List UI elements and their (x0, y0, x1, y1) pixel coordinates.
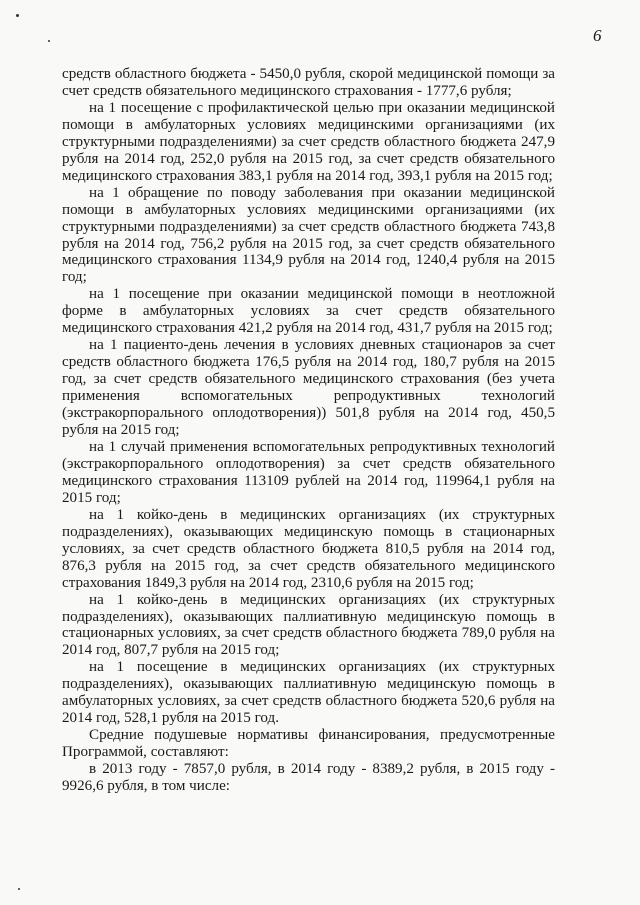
paragraph: на 1 посещение с профилактической целью при оказании медицинской помощи в амбулаторных условиях медицинскими организациями (их структурными подразделениями) за счет средств областного бюджета 247,9 рубля на 2014 год, 252,0 рубля на 2015 год, за счет средств обязательного медицинского страхования 383,1 рубля на 2014 год, 393,1 рубля на 2015 год; (62, 99, 555, 184)
paragraph: Средние подушевые нормативы финансирования, предусмотренные Программой, составляют: (62, 727, 555, 761)
document-body (62, 66, 555, 795)
paragraph: в 2013 году - 7857,0 рубля, в 2014 году - 8389,2 рубля, в 2015 году - 9926,6 рубля, в том числе: (62, 761, 555, 795)
scan-speck (16, 14, 19, 17)
paragraph: на 1 посещение при оказании медицинской помощи в неотложной форме в амбулаторных условиях за счет средств обязательного медицинского страхования 421,2 рубля на 2014 год, 431,7 рубля на 2015 год; (62, 286, 555, 337)
paragraph: на 1 случай применения вспомогательных репродуктивных технологий (экстракорпорального оплодотворения) за счет средств обязательного медицинского страхования 113109 рублей на 2014 год, 119964,1 рубля на 2015 год; (62, 438, 555, 506)
paragraph: средств областного бюджета - 5450,0 рубля, скорой медицинской помощи за счет средств обязательного медицинского страхования - 1777,6 рубля; (62, 66, 555, 99)
paragraph: на 1 койко-день в медицинских организациях (их структурных подразделениях), оказывающих медицинскую помощь в стационарных условиях, за счет средств областного бюджета 810,5 рубля на 2014 год, 876,3 рубля на 2015 год, за счет средств обязательного медицинского страхования 1849,3 рубля на 2014 год, 2310,6 рубля на 2015 год; (62, 506, 555, 591)
paragraph: на 1 койко-день в медицинских организациях (их структурных подразделениях), оказывающих паллиативную медицинскую помощь в стационарных условиях, за счет средств областного бюджета 789,0 рубля на 2014 год, 807,7 рубля на 2015 год; (62, 591, 555, 659)
paragraph: на 1 обращение по поводу заболевания при оказании медицинской помощи в амбулаторных условиях медицинскими организациями (их структурными подразделениями) за счет средств областного бюджета 743,8 рубля на 2014 год, 756,2 рубля на 2015 год, за счет средств обязательного медицинского страхования 1134,9 рубля на 2014 год, 1240,4 рубля на 2015 год; (62, 184, 555, 286)
page-number: 6 (593, 26, 602, 45)
paragraph: на 1 пациенто-день лечения в условиях дневных стационаров за счет средств областного бюджета 176,5 рубля на 2014 год, 180,7 рубля на 2015 год, за счет средств обязательного медицинского страхования (без учета применения вспомогательных репродуктивных технологий (экстракорпорального оплодотворения)) 501,8 рубля на 2014 год, 450,5 рубля на 2015 год; (62, 337, 555, 439)
paragraph: на 1 посещение в медицинских организациях (их структурных подразделениях), оказывающих паллиативную медицинскую помощь в амбулаторных условиях, за счет средств областного бюджета 520,6 рубля на 2014 год, 528,1 рубля на 2015 год. (62, 659, 555, 727)
scan-speck (48, 40, 50, 42)
scan-speck (18, 888, 20, 890)
